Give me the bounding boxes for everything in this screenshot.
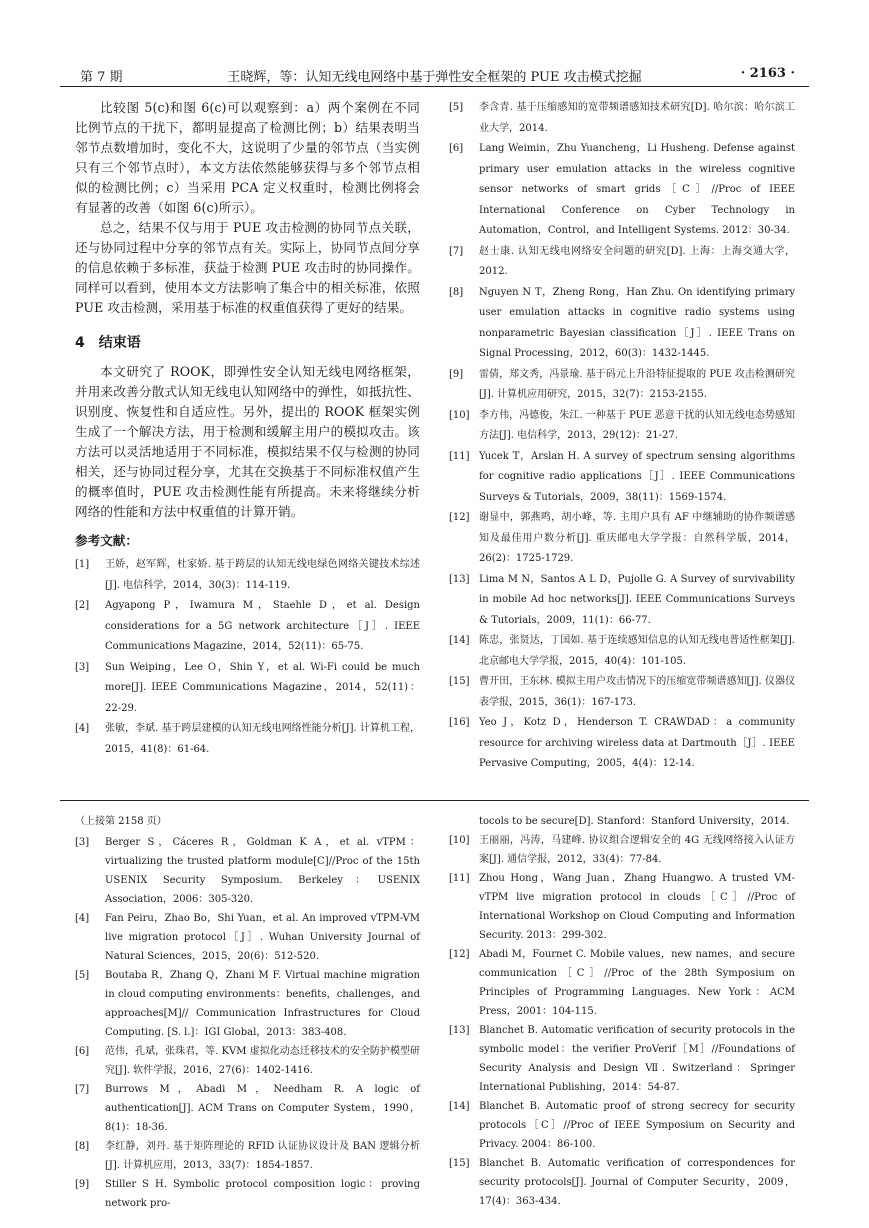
- reference-item: [75, 1080, 420, 1137]
- section-heading: [75, 332, 420, 352]
- reference-list: [449, 831, 795, 1211]
- reference-item: [75, 555, 420, 596]
- reference-item: [449, 365, 795, 406]
- reference-item: [449, 1097, 795, 1154]
- reference-item: [449, 1154, 795, 1211]
- reference-text: Berger S，Cáceres R，Goldman K A，et al. vTPM：virtualizing the trusted platform module[C]//Proc of the 15th USENIX Security Symposium. Berkeley：USENIX Association，2006：305-320.: [105, 837, 420, 905]
- reference-item: [449, 406, 795, 447]
- reference-number: [12]: [449, 512, 470, 523]
- reference-text: 陈忠，张贤达，丁国如. 基于连续感知信息的认知无线电普适性框架[J]. 北京邮电大学学报，2015，40(4)：101-105.: [479, 635, 795, 667]
- reference-number: [2]: [75, 600, 90, 611]
- paragraph: 比较图 5(c)和图 6(c)可以观察到：a）两个案例在不同比例节点的干扰下，都明显提高了检测比例；b）结果表明当邻节点数增加时，变化不大，这说明了少量的邻节点（当实例只有三个邻节点时），本文方法依然能够获得与多个邻节点相似的检测比例；c）当采用 PCA 定义权重时，检测比例将会有显著的改善（如图 6(c)所示）。: [75, 100, 420, 215]
- right-column: [449, 98, 795, 775]
- reference-text: 赵士康. 认知无线电网络安全问题的研究[D]. 上海：上海交通大学，2012.: [479, 245, 795, 277]
- reference-text: 范伟，孔斌，张珠君，等. KVM 虚拟化动态迁移技术的安全防护模型研究[J]. 软件学报，2016，27(6)：1402-1416.: [105, 1046, 420, 1076]
- section-number: 4: [75, 335, 85, 351]
- reference-item: [449, 447, 795, 509]
- reference-text: Sun Weiping，Lee O，Shin Y，et al. Wi-Fi could be much more[J]. IEEE Communications Magazine，2014，52(11)：22-29.: [105, 661, 420, 714]
- reference-number: [9]: [449, 368, 464, 380]
- reference-text: 李红静，刘丹. 基于矩阵理论的 RFID 认证协议设计及 BAN 逻辑分析[J]. 计算机应用，2013，33(7)：1854-1857.: [105, 1141, 420, 1171]
- reference-item: [449, 508, 795, 570]
- reference-text: 李方伟，冯德俊，朱江. 一种基于 PUE 恶意干扰的认知无线电态势感知方法[J]. 电信科学，2013，29(12)：21-27.: [479, 409, 795, 441]
- reference-text: Fan Peiru，Zhao Bo，Shi Yuan，et al. An improved vTPM-VM live migration protocol［J］. Wuhan University Journal of Natural Sciences，2015，20(6)：512-520.: [105, 913, 420, 962]
- reference-number: [6]: [75, 1046, 90, 1057]
- reference-text: Agyapong P，Iwamura M，Staehle D，et al. Design considerations for a 5G network architecture［J］. IEEE Communications Magazine，2014，52(11)：65-75.: [105, 600, 420, 652]
- reference-text: Abadi M，Fournet C. Mobile values，new names，and secure communication［C］//Proc of the 28th Symposium on Principles of Programming Languages. New York：ACM Press，2001：104-115.: [479, 949, 795, 1017]
- reference-number: [5]: [449, 102, 464, 113]
- reference-text: Lang Weimin，Zhu Yuancheng，Li Husheng. Defense against primary user emulation attacks in the wireless cognitive sensor networks of smart grids［C］//Proc of IEEE International Conference on Cyber Technology in Automation，Control，and Intelligent Systems. 2012：30-34.: [479, 143, 795, 236]
- reference-text: Blanchet B. Automatic verification of correspondences for security protocols[J]. Journal of Computer Security，2009，17(4)：363-434.: [479, 1158, 795, 1207]
- bottom-left-column: [75, 812, 420, 1213]
- reference-text: 雷倩，郑文秀，冯景瑜. 基于码元上升沿特征提取的 PUE 攻击检测研究[J]. 计算机应用研究，2015，32(7)：2153-2155.: [479, 368, 795, 400]
- reference-text: Zhou Hong，Wang Juan，Zhang Huangwo. A trusted VM-vTPM live migration protocol in clouds［C］//Proc of International Workshop on Cloud Computing and Information Security. 2013：299-302.: [479, 873, 795, 941]
- reference-text: Lima M N，Santos A L D，Pujolle G. A Survey of survivability in mobile Ad hoc networks[J]. IEEE Communications Surveys & Tutorials，2009，11(1)：66-77.: [479, 573, 795, 626]
- reference-item: [75, 909, 420, 966]
- reference-item: [449, 139, 795, 242]
- reference-number: [8]: [449, 286, 464, 298]
- reference-item: [449, 283, 795, 365]
- reference-number: [5]: [75, 970, 90, 981]
- reference-number: [1]: [75, 559, 90, 570]
- reference-item: [449, 831, 795, 869]
- reference-text: Stiller S H. Symbolic protocol composition logic：proving network pro-: [105, 1179, 420, 1209]
- continued-note: （上接第 2158 页）: [75, 816, 167, 827]
- reference-number: [10]: [449, 409, 470, 421]
- reference-item: [75, 658, 420, 720]
- reference-text: 曹开田，王东林. 模拟主用户攻击情况下的压缩宽带频谱感知[J]. 仪器仪表学报，2015，36(1)：167-173.: [479, 676, 795, 708]
- reference-item: [449, 869, 795, 945]
- reference-text: Blanchet B. Automatic verification of security protocols in the symbolic model：the verifier ProVerif［M］//Foundations of Security Analysis and Design Ⅶ. Switzerland：Springer International Publishing，2014：54-87.: [479, 1025, 795, 1093]
- reference-number: [14]: [449, 635, 470, 646]
- issue-number: 第 7 期: [80, 70, 123, 85]
- reference-item: [75, 966, 420, 1042]
- reference-number: [6]: [449, 143, 464, 154]
- reference-number: [8]: [75, 1141, 90, 1152]
- reference-text: Blanchet B. Automatic proof of strong secrecy for security protocols［C］//Proc of IEEE Symposium on Security and Privacy. 2004：86-100.: [479, 1101, 795, 1150]
- reference-item: [449, 570, 795, 632]
- references-heading: 参考文献：: [75, 533, 138, 548]
- reference-text: Yeo J，Kotz D，Henderson T. CRAWDAD：a community resource for archiving wireless data at Dartmouth［J］. IEEE Pervasive Computing，2005，4(4)：12-14.: [479, 717, 795, 769]
- reference-text: 张敏，李斌. 基于跨层建模的认知无线电网络性能分析[J]. 计算机工程，2015，41(8)：61-64.: [105, 723, 420, 755]
- reference-number: [14]: [449, 1101, 470, 1112]
- reference-number: [10]: [449, 835, 470, 846]
- reference-item: [75, 596, 420, 658]
- reference-item: [449, 945, 795, 1021]
- bottom-right-column: [449, 812, 795, 1211]
- reference-item: [449, 1021, 795, 1097]
- reference-text: 王娇，赵军辉，杜家娇. 基于跨层的认知无线电绿色网络关键技术综述[J]. 电信科学，2014，30(3)：114-119.: [105, 559, 420, 591]
- reference-text: 李含青. 基于压缩感知的宽带频谱感知技术研究[D]. 哈尔滨：哈尔滨工业大学，2014.: [479, 102, 795, 134]
- reference-item: [75, 1137, 420, 1175]
- reference-text: 谢显中，郭燕鸣，胡小峰，等. 主用户具有 AF 中继辅助的协作频谱感知及最佳用户数分析[J]. 重庆邮电大学学报：自然科学版，2014，26(2)：1725-1729.: [479, 512, 795, 564]
- page-number: · 2163 ·: [740, 66, 795, 81]
- reference-number: [3]: [75, 837, 90, 848]
- reference-item: [449, 631, 795, 672]
- running-title: 王晓辉，等：认知无线电网络中基于弹性安全框架的 PUE 攻击模式挖掘: [227, 70, 642, 85]
- reference-number: [15]: [449, 676, 470, 687]
- reference-text: Boutaba R，Zhang Q，Zhani M F. Virtual machine migration in cloud computing environments：benefits，challenges，and approaches[M]// Communication Infrastructures for Cloud Computing. [S. l.]：IGI Global，2013：383-408.: [105, 970, 420, 1038]
- conclusion-paragraph: 本文研究了 ROOK，即弹性安全认知无线电网络框架，并用来改善分散式认知无线电认知网络中的弹性，如抵抗性、识别度、恢复性和自适应性。另外，提出的 ROOK 框架实例生成了一个解决方法，用于检测和缓解主用户的模拟攻击。该方法可以灵活地适用于不同标准，模拟结果不仅与检测的协同相关，还与协同过程分享，尤其在交换基于不同标准权值产生的概率值时，PUE 攻击检测性能有所提高。未来将继续分析网络的性能和方法中权重值的计算开销。: [75, 364, 420, 519]
- reference-number: [13]: [449, 1025, 470, 1036]
- reference-number: [4]: [75, 913, 90, 924]
- section-divider: [60, 800, 809, 801]
- reference-item: [75, 1042, 420, 1080]
- reference-item: [449, 242, 795, 283]
- reference-item: [449, 672, 795, 713]
- reference-text: Yucek T，Arslan H. A survey of spectrum sensing algorithms for cognitive radio applications［J］. IEEE Communications Surveys & Tutorials，2009，38(11)：1569-1574.: [479, 450, 795, 503]
- reference-item: [449, 713, 795, 775]
- reference-item: [75, 833, 420, 909]
- reference-list: [75, 555, 420, 760]
- reference-item: [449, 98, 795, 139]
- reference-continuation: tocols to be secure[D]. Stanford：Stanford University，2014.: [479, 816, 790, 827]
- reference-number: [15]: [449, 1158, 470, 1169]
- reference-number: [16]: [449, 717, 470, 728]
- reference-item: [75, 719, 420, 760]
- reference-number: [9]: [75, 1179, 90, 1190]
- reference-number: [11]: [449, 873, 470, 884]
- reference-number: [12]: [449, 949, 470, 960]
- reference-number: [7]: [449, 245, 464, 257]
- reference-number: [7]: [75, 1084, 90, 1095]
- reference-number: [11]: [449, 450, 470, 462]
- paragraph: 总之，结果不仅与用于 PUE 攻击检测的协同节点关联，还与协同过程中分享的邻节点有关。实际上，协同节点间分享的信息依赖于多标准，获益于检测 PUE 攻击时的协同操作。同样可以看到，使用本文方法影响了集合中的相关标准，依照 PUE 攻击检测，采用基于标准的权重值获得了更好的结果。: [75, 220, 420, 315]
- reference-text: Nguyen N T，Zheng Rong，Han Zhu. On identifying primary user emulation attacks in cognitive radio systems using nonparametric Bayesian classification［J］. IEEE Trans on Signal Processing，2012，60(3)：1432-1445.: [479, 286, 795, 359]
- reference-number: [4]: [75, 723, 90, 734]
- reference-number: [3]: [75, 661, 90, 673]
- left-column: [75, 98, 420, 760]
- reference-text: 王丽丽，冯涛，马建峰. 协议组合逻辑安全的 4G 无线网络接入认证方案[J]. 通信学报，2012，33(4)：77-84.: [479, 835, 795, 865]
- section-title: 结束语: [98, 335, 141, 351]
- reference-list: [449, 98, 795, 775]
- reference-text: Burrows M，Abadi M，Needham R. A logic of authentication[J]. ACM Trans on Computer System，1990，8(1)：18-36.: [105, 1084, 420, 1133]
- reference-number: [13]: [449, 573, 470, 585]
- reference-list: [75, 833, 420, 1213]
- running-header: [60, 64, 809, 87]
- reference-item: [75, 1175, 420, 1213]
